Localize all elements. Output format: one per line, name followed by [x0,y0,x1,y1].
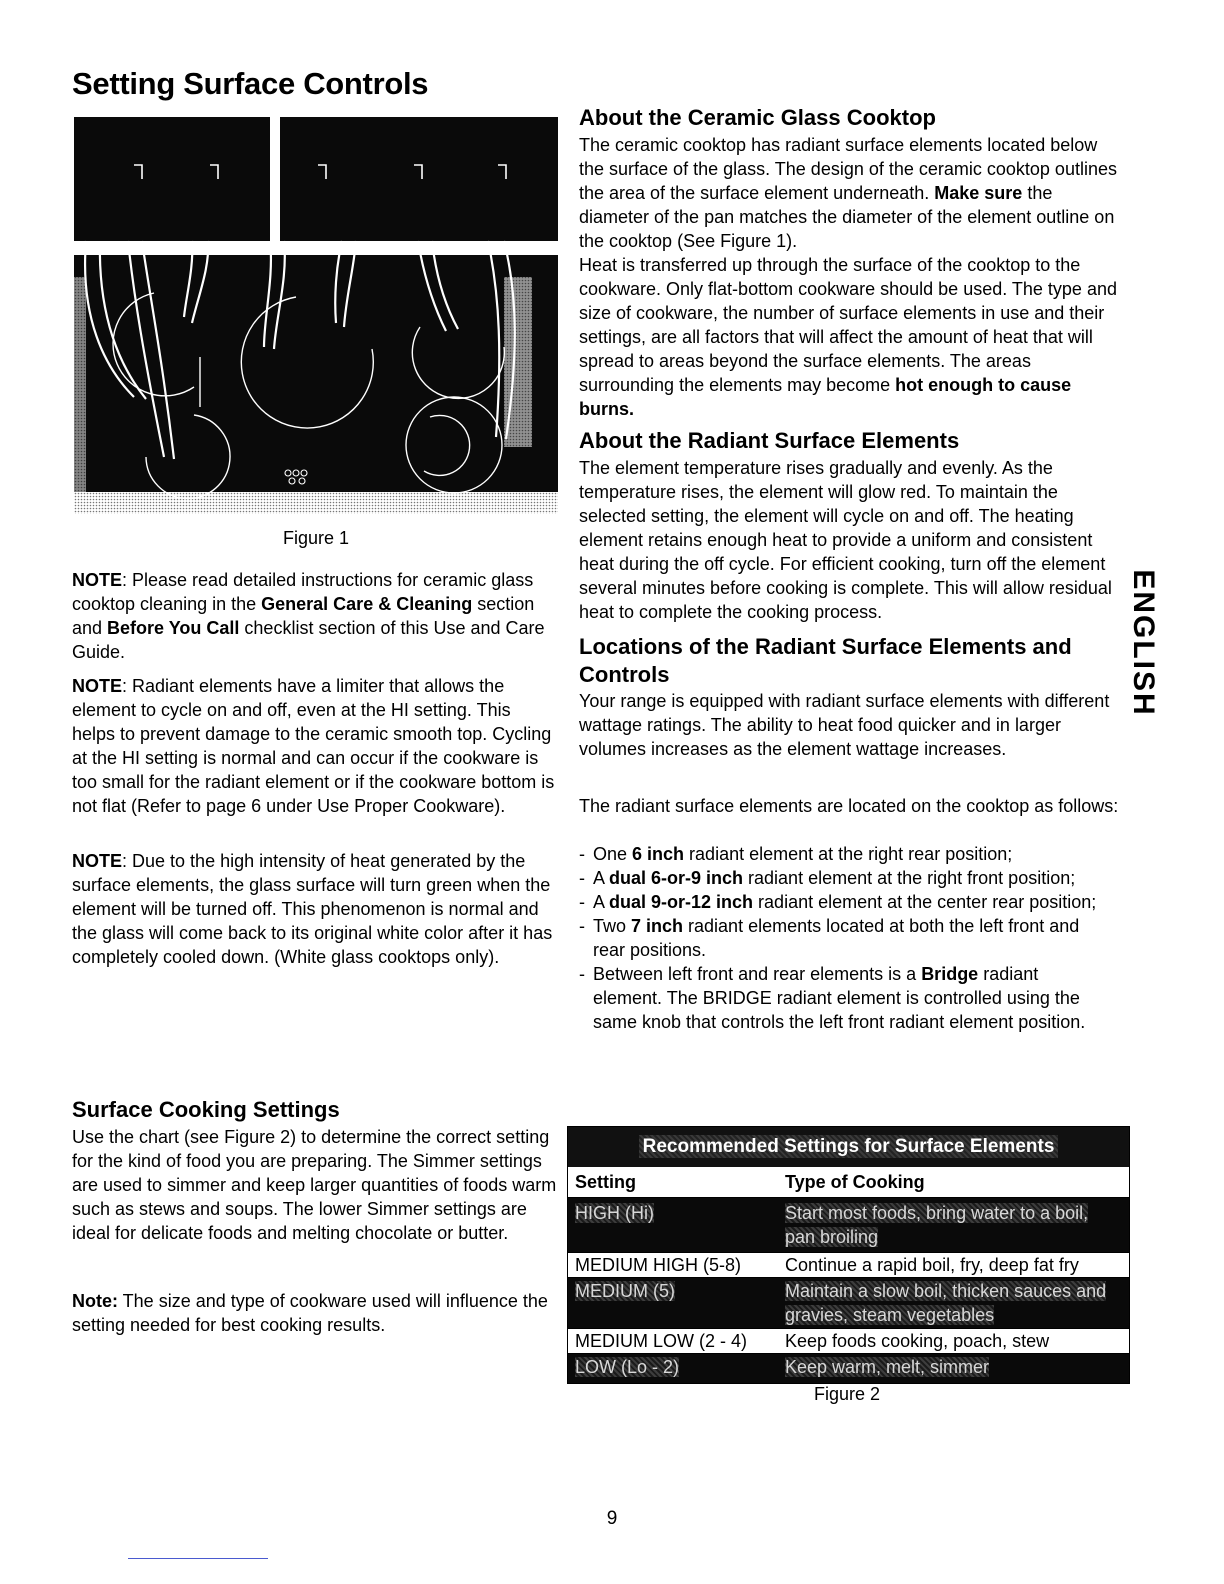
table-row: LOW (Lo - 2) Keep warm, melt, simmer [568,1354,1129,1383]
glass-cooktop [74,255,558,492]
element-locations-list [579,842,1109,1034]
page-number: 9 [606,1508,618,1529]
list-item: - One 6 inch radiant element at the right rear position; [579,842,1109,866]
column-header-type: Type of Cooking [785,1172,925,1192]
column-header-setting: Setting [575,1172,636,1192]
table-header [568,1167,1129,1198]
note-limiter: NOTE: Radiant elements have a limiter that allows the element to cycle on and off, even at the HI setting. This helps to prevent damage to the ceramic smooth top. Cycling at the HI setting is normal and can occur if the cookware is too small for the radiant element or if the cookware bottom is not flat (Refer to page 6 under Use Proper Cookware). [72,676,555,816]
radiant-paragraph: The element temperature rises gradually and evenly. As the temperature rises, the element will glow red. To maintain the selected setting, the element will cycle on and off. The heating element retains enough heat to provide a uniform and consistent heat during the off cycle. For efficient cooking, turn off the element several minutes before cooking is complete. This will allow residual heat to complete the cooking process. [579,458,1112,622]
cookware-note: Note: The size and type of cookware used will influence the setting needed for best cooking results. [72,1291,548,1335]
ceramic-paragraph-1: The ceramic cooktop has radiant surface elements located below the surface of the glass. The design of the ceramic cooktop outlines the area of the surface element underneath. Make sure the diameter of the pan matches the diameter of the element outline on the cooktop (See Figure 1). [579,135,1117,251]
radiant-heading: About the Radiant Surface Elements [579,428,960,453]
control-panel [74,117,270,241]
list-item: - A dual 9-or-12 inch radiant element at the center rear position; [579,890,1109,914]
table-row: MEDIUM HIGH (5-8) Continue a rapid boil, fry, deep fat fry [568,1252,1129,1278]
language-side-tab: ENGLISH [1127,569,1160,717]
list-item: - A dual 6-or-9 inch radiant element at the right front position; [579,866,1109,890]
list-item: - Two 7 inch radiant elements located at both the left front and rear positions. [579,914,1109,962]
list-item: - Between left front and rear elements is a Bridge radiant element. The BRIDGE radiant element is controlled using the same knob that controls the left front radiant element position. [579,962,1109,1034]
table-row: MEDIUM (5) Maintain a slow boil, thicken sauces and gravies, steam vegetables [568,1278,1129,1328]
table-row: HIGH (Hi) Start most foods, bring water to a boil, pan broiling [568,1198,1129,1252]
cooktop-figure [74,117,558,514]
ceramic-paragraph-2: Heat is transferred up through the surface of the cooktop to the cookware. Only flat-bottom cookware should be used. The type and size of cookware, the number of surface elements in use and their settings, are all factors that will affect the amount of heat that will spread to areas beyond the surface elements. The areas surrounding the elements may become hot enough to cause burns. [579,255,1117,419]
surface-cooking-heading: Surface Cooking Settings [72,1097,340,1122]
table-row: MEDIUM LOW (2 - 4) Keep foods cooking, poach, stew [568,1328,1129,1354]
recommended-settings-table [567,1126,1130,1384]
locations-paragraph-2: The radiant surface elements are located on the cooktop as follows: [579,796,1119,816]
ceramic-heading: About the Ceramic Glass Cooktop [579,105,936,130]
figure-2-caption: Figure 2 [813,1384,881,1404]
footer-rule [128,1558,268,1559]
note-cleaning: NOTE: Please read detailed instructions for ceramic glass cooktop cleaning in the General Care & Cleaning section and Before You Call checklist section of this Use and Care Guide. [72,570,545,662]
figure-1-caption: Figure 1 [282,528,350,548]
locations-heading: Locations of the Radiant Surface Elements and Controls [579,634,1072,687]
table-title: Recommended Settings for Surface Elements [568,1127,1129,1167]
page-title: Setting Surface Controls [72,66,429,101]
note-green-glass: NOTE: Due to the high intensity of heat generated by the surface elements, the glass surface will turn green when the element will be turned off. This phenomenon is normal and the glass will come back to its original white color after it has completely cooled down. (White glass cooktops only). [72,851,553,967]
surface-cooking-paragraph: Use the chart (see Figure 2) to determine the correct setting for the kind of food you are preparing. The Simmer settings are used to simmer and keep larger quantities of foods warm such as stews and soups. The lower Simmer settings are ideal for delicate foods and melting chocolate or butter. [72,1127,557,1243]
locations-paragraph-1: Your range is equipped with radiant surface elements with different wattage ratings. The ability to heat food quicker and in larger volumes increases as the element wattage increases. [579,691,1110,759]
control-panel [280,117,558,241]
